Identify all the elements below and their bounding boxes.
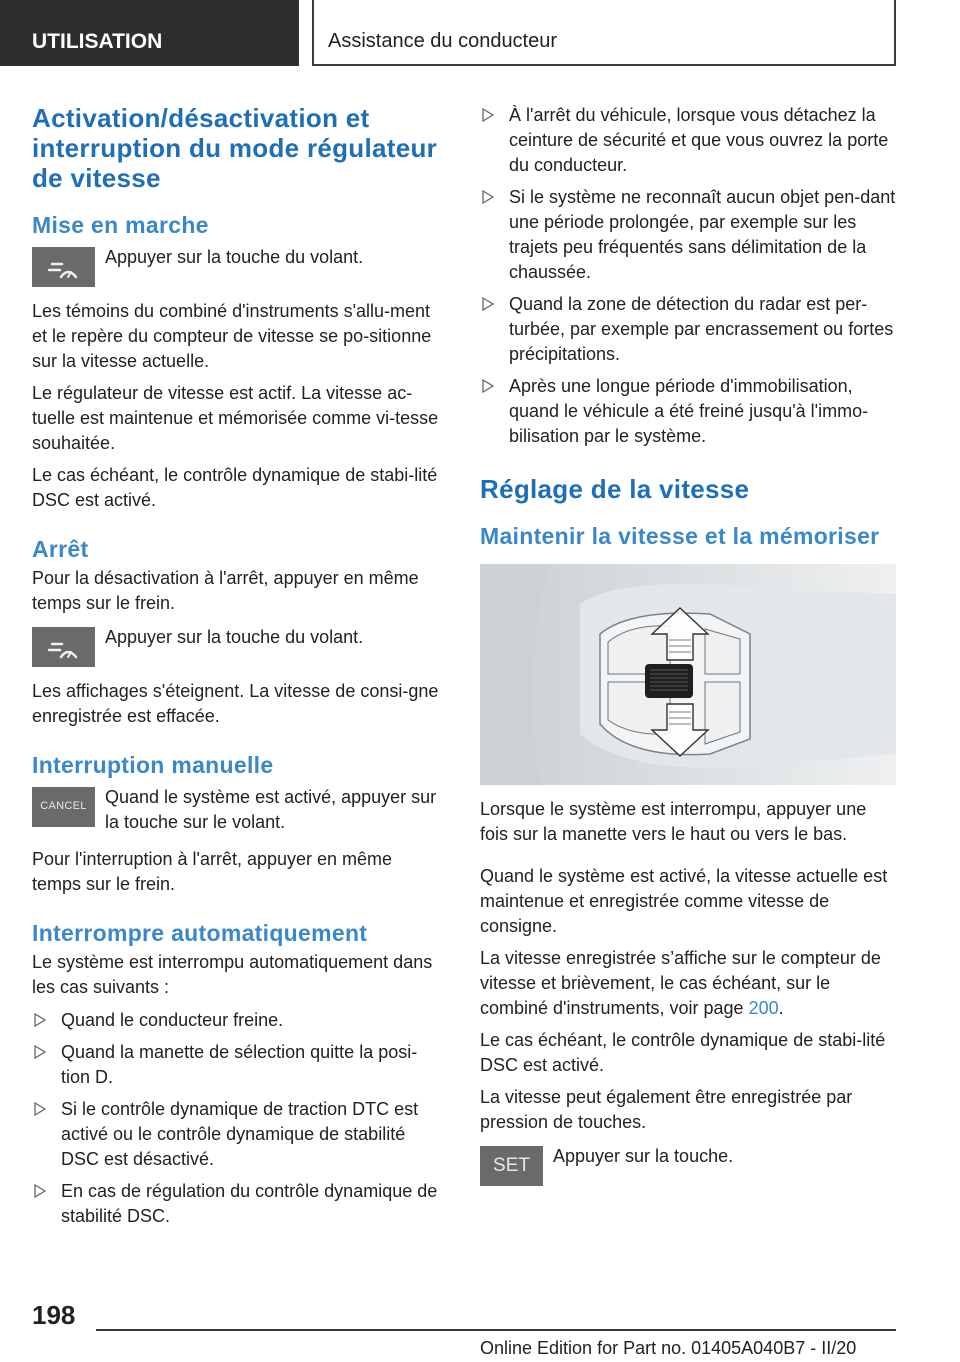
list-item: Quand la manette de sélection quitte la posi-tion D.: [32, 1040, 444, 1090]
list-item: Si le système ne reconnaît aucun objet pen-dant une période prolongée, par exemple sur les trajets peu fréquentés sans délimitation de la chaussée.: [480, 185, 896, 285]
triangle-bullet-icon: [34, 1045, 46, 1059]
footer-divider: [96, 1329, 896, 1331]
cruise-control-button-icon: [32, 627, 95, 667]
page-header: [0, 0, 960, 66]
list-item: Quand le conducteur freine.: [32, 1008, 444, 1033]
list-item: Après une longue période d'immobilisation, quand le véhicule a été freiné jusqu'à l'immo-bilisation par le système.: [480, 374, 896, 449]
triangle-bullet-icon: [482, 190, 494, 204]
section-tab: UTILISATION: [0, 0, 299, 66]
set-button-icon: SET: [480, 1146, 543, 1186]
list-item: Quand la zone de détection du radar est per-turbée, par exemple par encrassement ou fortes précipitations.: [480, 292, 896, 367]
triangle-bullet-icon: [34, 1184, 46, 1198]
paragraph-with-link: La vitesse enregistrée s’affiche sur le compteur de vitesse et brièvement, le cas échéant, sur le combiné d'instruments, voir page 200.: [480, 948, 881, 1018]
page-number: 198: [32, 1300, 76, 1330]
list-item: Si le contrôle dynamique de traction DTC est activé ou le contrôle dynamique de stabilité DSC est désactivé.: [32, 1097, 444, 1172]
bullet-list: [480, 103, 896, 449]
heading-manual: Interruption manuelle: [32, 752, 274, 778]
triangle-bullet-icon: [482, 108, 494, 122]
steering-wheel-controls-image: [480, 564, 896, 785]
triangle-bullet-icon: [482, 297, 494, 311]
instruction-set: [480, 1144, 896, 1186]
paragraph: Pour la désactivation à l'arrêt, appuyer en même temps sur le frein.: [32, 568, 419, 613]
paragraph: Les affichages s'éteignent. La vitesse de consi-gne enregistrée est effacée.: [32, 681, 439, 726]
instruction-manual: [32, 785, 444, 835]
triangle-bullet-icon: [34, 1102, 46, 1116]
heading-auto: Interrompre automatiquement: [32, 920, 368, 946]
instruction-stop: [32, 625, 444, 667]
cancel-button-icon: CANCEL: [32, 787, 95, 827]
instruction-text: Appuyer sur la touche.: [553, 1146, 734, 1166]
paragraph: Le cas échéant, le contrôle dynamique de stabi-lité DSC est activé.: [32, 465, 438, 510]
list-item: En cas de régulation du contrôle dynamique de stabilité DSC.: [32, 1179, 444, 1229]
paragraph: Les témoins du combiné d'instruments s'allu-ment et le repère du compteur de vitesse se po-sitionne sur la vitesse actuelle.: [32, 301, 432, 371]
instruction-start: [32, 245, 444, 287]
instruction-text: Quand le système est activé, appuyer sur la touche sur le volant.: [105, 787, 437, 832]
left-column: [32, 103, 444, 1229]
bullet-list: [32, 1008, 444, 1229]
paragraph: La vitesse peut également être enregistrée par pression de touches.: [480, 1087, 853, 1132]
cruise-control-button-icon: [32, 247, 95, 287]
paragraph: Quand le système est activé, la vitesse actuelle est maintenue et enregistrée comme vitesse de consigne.: [480, 866, 888, 936]
page-link[interactable]: 200: [748, 998, 779, 1018]
instruction-text: Appuyer sur la touche du volant.: [105, 247, 364, 267]
instruction-text: Appuyer sur la touche du volant.: [105, 627, 364, 647]
paragraph: Lorsque le système est interrompu, appuyer une fois sur la manette vers le haut ou vers le bas.: [480, 799, 867, 844]
paragraph: Le système est interrompu automatiquement dans les cas suivants :: [32, 952, 433, 997]
section-title: Réglage de la vitesse: [480, 474, 750, 504]
heading-start: Mise en marche: [32, 212, 209, 238]
heading-stop: Arrêt: [32, 536, 89, 562]
section-title: Activation/désactivation et interruption du mode régulateur de vitesse: [32, 103, 438, 193]
paragraph: Le régulateur de vitesse est actif. La vitesse ac-tuelle est maintenue et mémorisée comme vi-tesse souhaitée.: [32, 383, 439, 453]
paragraph: Le cas échéant, le contrôle dynamique de stabi-lité DSC est activé.: [480, 1030, 886, 1075]
chapter-tab: Assistance du conducteur: [312, 0, 896, 66]
paragraph: Pour l'interruption à l'arrêt, appuyer en même temps sur le frein.: [32, 849, 393, 894]
list-item: À l'arrêt du véhicule, lorsque vous détachez la ceinture de sécurité et que vous ouvrez la porte du conducteur.: [480, 103, 896, 178]
triangle-bullet-icon: [482, 379, 494, 393]
heading-maintain: Maintenir la vitesse et la mémoriser: [480, 523, 880, 549]
edition-text: Online Edition for Part no. 01405A040B7 - II/20: [480, 1338, 857, 1358]
triangle-bullet-icon: [34, 1013, 46, 1027]
right-column: [480, 103, 896, 1186]
